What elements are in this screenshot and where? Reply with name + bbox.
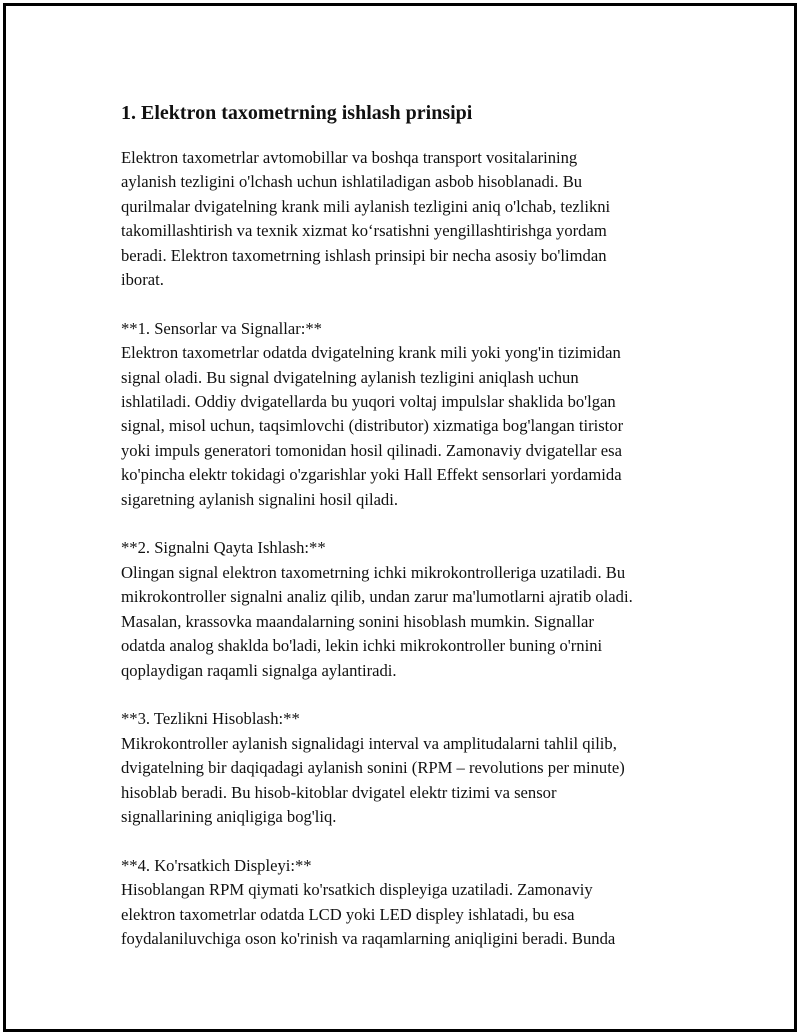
paragraph-gap [121,829,701,853]
section-2-heading: **2. Signalni Qayta Ishlash:** [121,538,326,558]
document-body [121,100,701,951]
section-2-body: Olingan signal elektron taxometrning ichki mikrokontrolleriga uzatiladi. Bu mikrokontroller signalni analiz qilib, undan zarur ma'lumotlarni ajratib oladi. Masalan, krassovka maandalarning sonini hisoblash mumkin. Signallar odatda analog shaklda bo'ladi, lekin ichki mikrokontroller buning o'rnini qoplaydigan raqamli signalga aylantiradi. [121,562,633,680]
paragraph-gap [121,292,701,316]
paragraph-gap [121,512,701,536]
section-1-heading: **1. Sensorlar va Signallar:** [121,318,322,338]
intro-paragraph: Elektron taxometrlar avtomobillar va boshqa transport vositalarining aylanish tezligini o'lchash uchun ishlatiladigan asbob hisoblanadi. Bu qurilmalar dvigatelning krank mili aylanish tezligini aniq o'lchab, tezlikni takomillashtirish va texnik xizmat koʻrsatishni yengillashtirishga yordam beradi. Elektron taxometrning ishlash prinsipi bir necha asosiy bo'limdan iborat. [121,148,611,290]
section-3-body: Mikrokontroller aylanish signalidagi interval va amplitudalarni tahlil qilib, dvigatelning bir daqiqadagi aylanish sonini (RPM – revolutions per minute) hisoblab beradi. Bu hisob-kitoblar dvigatel elektr tizimi va sensor signallarining aniqligiga bog'liq. [121,733,625,826]
section-1-body: Elektron taxometrlar odatda dvigatelning krank mili yoki yong'in tizimidan signal oladi. Bu signal dvigatelning aylanish tezligini aniqlash uchun ishlatiladi. Oddiy dvigatellarda bu yuqori voltaj impulslar shaklida bo'lgan signal, misol uchun, taqsimlovchi (distributor) xizmatiga bog'langan tiristor yoki impuls generatori tomonidan hosil qilinadi. Zamonaviy dvigatellar esa ko'pincha elektr tokidagi o'zgarishlar yoki Hall Effekt sensorlari yordamida sigaretning aylanish signalini hosil qiladi. [121,343,624,509]
page-frame [3,3,797,1032]
paragraph-gap [121,683,701,707]
document-title: 1. Elektron taxometrning ishlash prinsipi [121,102,473,124]
section-4-heading: **4. Ko'rsatkich Displeyi:** [121,855,312,875]
section-4-body: Hisoblangan RPM qiymati ko'rsatkich displeyiga uzatiladi. Zamonaviy elektron taxometrlar odatda LCD yoki LED displey ishlatadi, bu esa foydalaniluvchiga oson ko'rinish va raqamlarning aniqligini beradi. Bunda [121,880,616,948]
section-3-heading: **3. Tezlikni Hisoblash:** [121,709,300,729]
